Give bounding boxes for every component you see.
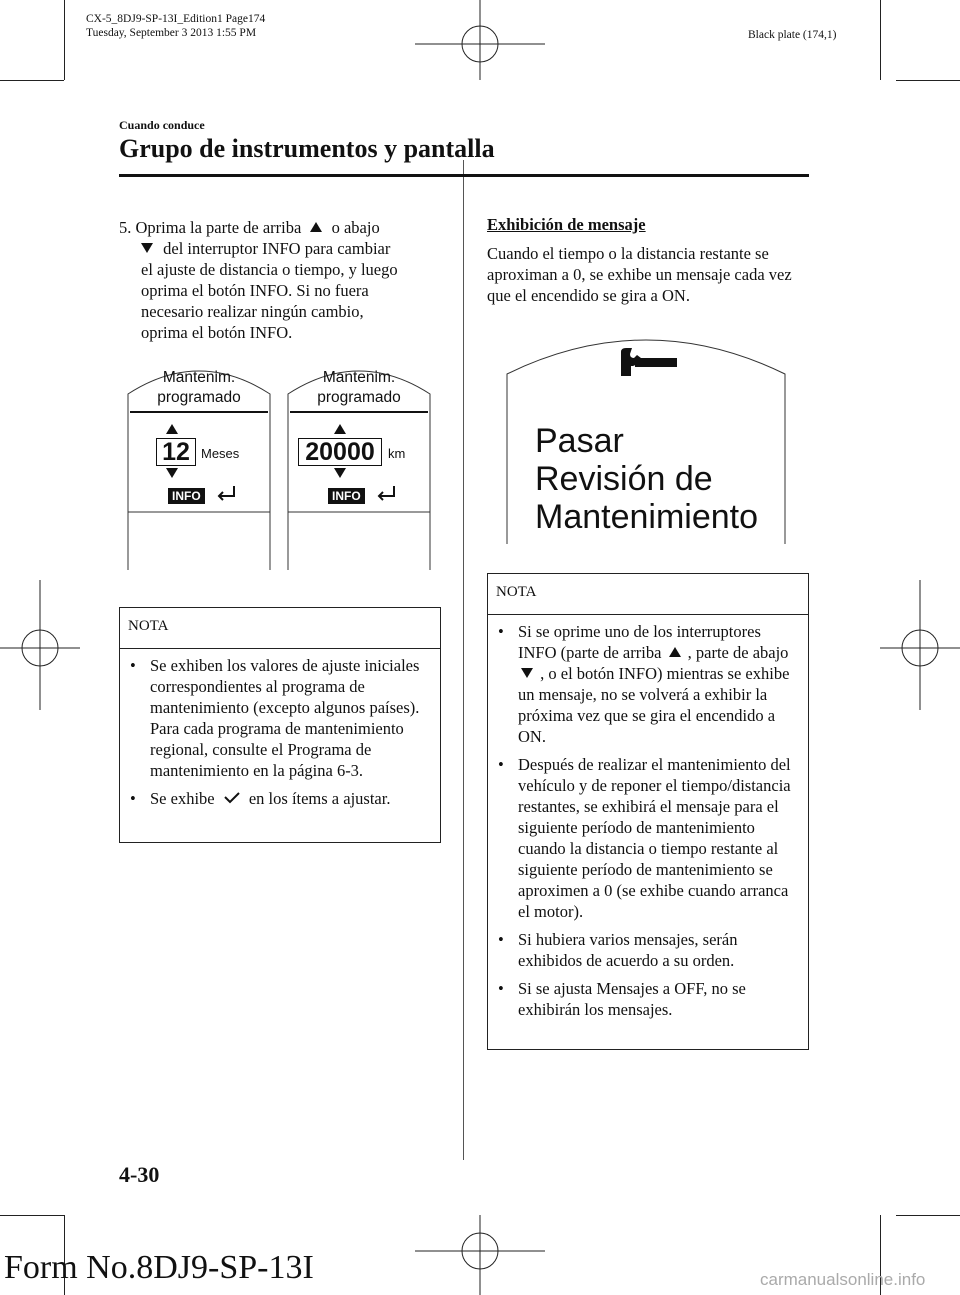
registration-mark-left <box>0 580 80 710</box>
step-line1a: Oprima la parte de arriba <box>135 218 302 237</box>
message-line3: Mantenimiento <box>535 498 759 536</box>
note-item: • Se exhiben los valores de ajuste iniciales correspondientes al programa de mantenimiento (excepto algunos países). Para cada programa de mantenimiento regional, consulte el Programa de mantenimiento en la página 6-3. <box>128 655 434 781</box>
up-arrow-icon <box>166 424 178 434</box>
note-item <box>128 788 434 809</box>
up-arrow-icon <box>669 647 681 657</box>
enter-icon <box>216 484 238 502</box>
crop-mark <box>0 80 64 81</box>
step-line1b: o abajo <box>331 218 380 237</box>
enter-icon <box>376 484 398 502</box>
step-line4: oprima el botón INFO. Si no fuera <box>141 281 369 300</box>
section-label: Cuando conduce <box>119 118 205 132</box>
registration-mark-right <box>880 580 960 710</box>
crop-mark <box>0 1215 64 1216</box>
registration-mark-bottom <box>415 1215 545 1295</box>
registration-mark-top <box>415 0 545 80</box>
message-text <box>535 422 785 536</box>
print-info-line1: CX-5_8DJ9-SP-13I_Edition1 Page174 <box>86 13 266 25</box>
up-arrow-icon <box>310 222 322 232</box>
page-number: 4-30 <box>119 1162 160 1187</box>
note-item <box>496 621 802 747</box>
unit-label: km <box>388 446 406 461</box>
message-heading: Exhibición de mensaje <box>487 215 646 234</box>
message-display <box>505 330 787 544</box>
page-title: Grupo de instrumentos y pantalla <box>119 134 495 163</box>
up-arrow-icon <box>334 424 346 434</box>
message-line1: Pasar <box>535 422 624 460</box>
note-title: NOTA <box>488 574 808 615</box>
step-5 <box>119 217 459 343</box>
wrench-icon <box>617 346 679 380</box>
crop-mark <box>880 0 881 80</box>
down-arrow-icon <box>334 468 346 478</box>
display-label <box>126 368 272 408</box>
note-list <box>120 649 440 809</box>
check-icon <box>221 790 243 804</box>
header-rule <box>119 174 809 177</box>
step-line5: necesario realizar ningún cambio, <box>141 302 364 321</box>
crop-mark <box>64 0 65 80</box>
watermark: carmanualsonline.info <box>760 1270 926 1289</box>
note-list <box>488 615 808 1020</box>
note-item: • Si hubiera varios mensajes, serán exhibidos de acuerdo a su orden. <box>496 929 802 971</box>
form-number: Form No.8DJ9-SP-13I <box>4 1249 314 1286</box>
note-text: en los ítems a ajustar. <box>248 789 391 808</box>
message-paragraph: Cuando el tiempo o la distancia restante se aproximan a 0, se exhibe un mensaje cada vez que el encendido se gira a ON. <box>487 244 792 305</box>
note-text: Si se oprime uno de los interruptores INFO (parte de arriba <box>518 622 761 662</box>
note-item: • Después de realizar el mantenimiento del vehículo y de reponer el tiempo/distancia restantes, se exhibirá el mensaje para el siguiente período de mantenimiento cuando la distancia o tiempo restante al siguiente período de mantenimiento se aproximen a 0 (se exhibe cuando arranca el motor). <box>496 754 802 922</box>
display-label <box>286 368 432 408</box>
value-box: 20000 <box>298 438 382 466</box>
display-label-line1: Mantenim. <box>322 369 396 386</box>
note-box-right <box>487 573 809 1050</box>
info-badge: INFO <box>328 488 365 504</box>
display-label-line1: Mantenim. <box>162 369 236 386</box>
message-line2: Revisión de <box>535 460 713 498</box>
crop-mark <box>896 80 960 81</box>
step-line2: del interruptor INFO para cambiar <box>163 239 391 258</box>
info-badge: INFO <box>168 488 205 504</box>
center-fold-line <box>463 160 464 1160</box>
display-months <box>126 362 272 570</box>
note-item: • Si se ajusta Mensajes a OFF, no se exhibirán los mensajes. <box>496 978 802 1020</box>
step-line3: el ajuste de distancia o tiempo, y luego <box>141 260 398 279</box>
down-arrow-icon <box>521 668 533 678</box>
display-label-line2: programado <box>157 389 241 406</box>
display-distance <box>286 362 432 570</box>
down-arrow-icon <box>141 243 153 253</box>
note-text: , parte de abajo <box>687 643 789 662</box>
note-text: Se exhibe <box>150 789 215 808</box>
plate-info: Black plate (174,1) <box>748 29 837 41</box>
crop-mark <box>896 1215 960 1216</box>
note-title: NOTA <box>120 608 440 649</box>
value-box: 12 <box>156 438 196 466</box>
note-text: , o el botón INFO) mientras se exhibe un mensaje, no se volverá a exhibir la próxima vez que se gira el encendido a ON. <box>518 664 790 746</box>
step-number: 5. <box>119 218 132 237</box>
print-info-line2: Tuesday, September 3 2013 1:55 PM <box>86 27 257 39</box>
unit-label: Meses <box>201 446 240 461</box>
step-line6: oprima el botón INFO. <box>141 323 293 342</box>
down-arrow-icon <box>166 468 178 478</box>
note-box-left <box>119 607 441 843</box>
print-info <box>86 12 265 40</box>
display-label-line2: programado <box>317 389 401 406</box>
